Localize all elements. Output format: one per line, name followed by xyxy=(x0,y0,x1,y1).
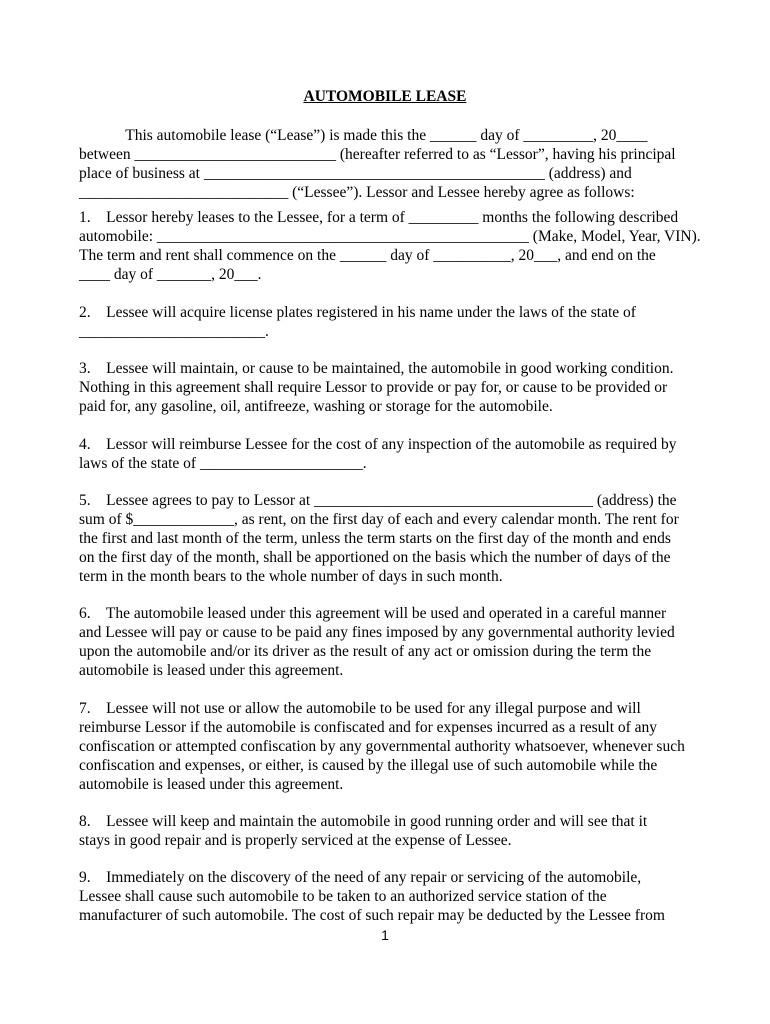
document-line: upon the automobile and/or its driver as the result of any act or omission during the term the xyxy=(79,643,652,660)
document-line: This automobile lease (“Lease”) is made this the ______ day of _________, 20____ xyxy=(79,127,648,144)
document-line: on the first day of the month, shall be apportioned on the basis which the number of days of the xyxy=(79,549,671,566)
document-line: ________________________. xyxy=(79,323,269,340)
document-line: ____ day of _______, 20___. xyxy=(79,266,262,283)
document-line: between __________________________ (hereafter referred to as “Lessor”, having his principal xyxy=(79,146,676,163)
document-line: term in the month bears to the whole number of days in such month. xyxy=(79,568,503,585)
document-line: laws of the state of _____________________. xyxy=(79,455,367,472)
document-line: 5. Lessee agrees to pay to Lessor at ____________________________________ (address) the xyxy=(79,492,677,509)
document-line: Lessee shall cause such automobile to be taken to an authorized service station of the xyxy=(79,888,607,905)
document-line: 7. Lessee will not use or allow the automobile to be used for any illegal purpose and will xyxy=(79,700,641,717)
document-line: 3. Lessee will maintain, or cause to be maintained, the automobile in good working condition. xyxy=(79,360,674,377)
document-line: automobile is leased under this agreement. xyxy=(79,662,344,679)
document-line: Nothing in this agreement shall require Lessor to provide or pay for, or cause to be provided or xyxy=(79,379,668,396)
document-line: 4. Lessor will reimburse Lessee for the cost of any inspection of the automobile as required by xyxy=(79,436,677,453)
document-line: place of business at ____________________________________________ (address) and xyxy=(79,165,632,182)
document-line: The term and rent shall commence on the ______ day of __________, 20___, and end on the xyxy=(79,247,656,264)
document-line: automobile: ________________________________________________ (Make, Model, Year, VIN). xyxy=(79,228,701,245)
document-line: 9. Immediately on the discovery of the need of any repair or servicing of the automobile, xyxy=(79,869,642,886)
document-line: 1. Lessor hereby leases to the Lessee, for a term of _________ months the following described xyxy=(79,209,679,226)
document-line: paid for, any gasoline, oil, antifreeze, washing or storage for the automobile. xyxy=(79,398,553,415)
document-line: confiscation and expenses, or either, is caused by the illegal use of such automobile while the xyxy=(79,757,658,774)
document-line: 8. Lessee will keep and maintain the automobile in good running order and will see that it xyxy=(79,813,648,830)
document-line: ___________________________ (“Lessee”). Lessor and Lessee hereby agree as follows: xyxy=(79,184,635,201)
document-line: stays in good repair and is properly serviced at the expense of Lessee. xyxy=(79,832,512,849)
document-line: and Lessee will pay or cause to be paid any fines imposed by any governmental authority levied xyxy=(79,624,675,641)
document-line: automobile is leased under this agreement. xyxy=(79,776,344,793)
page-number: 1 xyxy=(381,927,389,943)
document-line: confiscation or attempted confiscation by any governmental authority whatsoever, whenever such xyxy=(79,738,685,755)
document-line: reimburse Lessor if the automobile is confiscated and for expenses incurred as a result of any xyxy=(79,719,658,736)
document-line: the first and last month of the term, unless the term starts on the first day of the month and ends xyxy=(79,530,671,547)
document-line: 2. Lessee will acquire license plates registered in his name under the laws of the state of xyxy=(79,304,636,321)
document-title: AUTOMOBILE LEASE xyxy=(303,88,467,105)
document-line: manufacturer of such automobile. The cost of such repair may be deducted by the Lessee from xyxy=(79,907,665,924)
document-line: 6. The automobile leased under this agreement will be used and operated in a careful manner xyxy=(79,605,667,622)
document-line: sum of $_____________, as rent, on the first day of each and every calendar month. The rent for xyxy=(79,511,679,528)
